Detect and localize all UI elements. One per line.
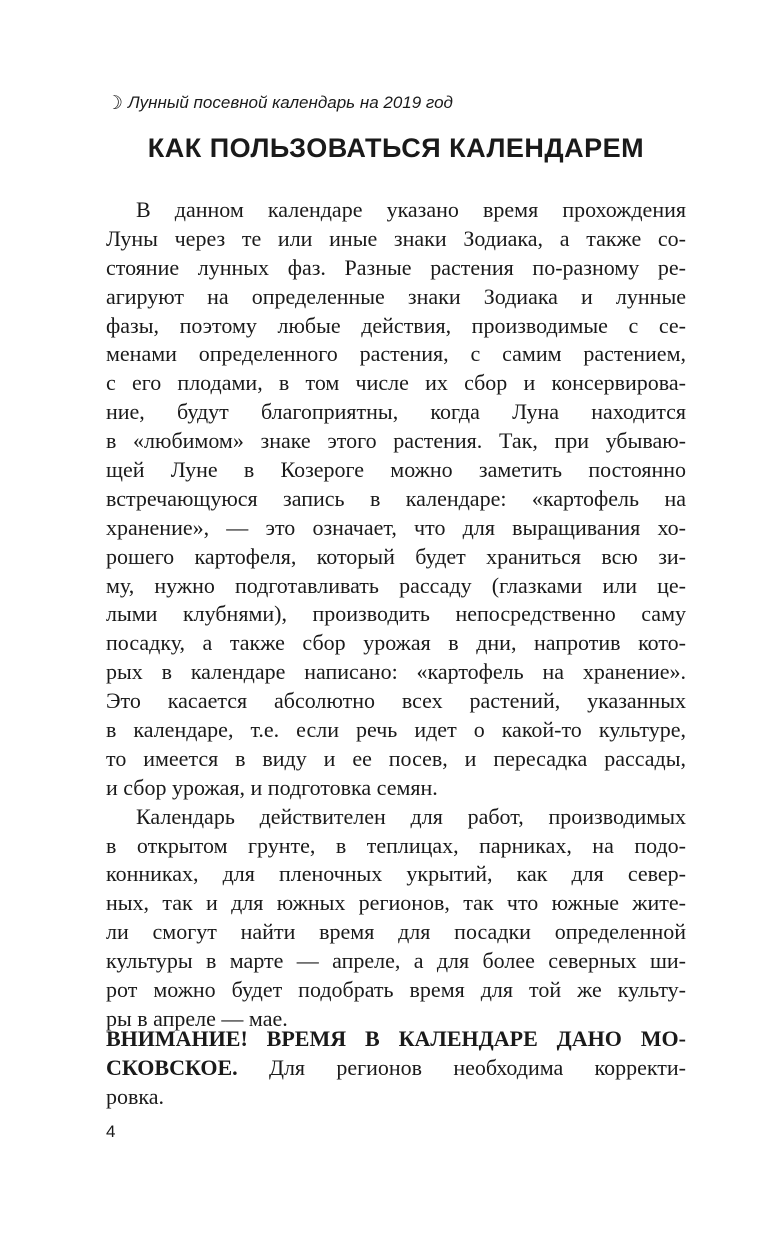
notice-line — [106, 1024, 686, 1053]
text-line: конниках, для пленочных укрытий, как для север- — [106, 861, 686, 887]
text-line: в открытом грунте, в теплицах, парниках, на подо- — [106, 832, 686, 858]
text-line: ли смогут найти время для посадки определенной — [106, 919, 686, 945]
text-line: в «любимом» знаке этого растения. Так, при убываю- — [106, 428, 686, 454]
text-line: фазы, поэтому любые действия, производимые с се- — [106, 312, 686, 338]
text-line: в календаре, т.е. если речь идет о какой-то культуре, — [106, 717, 686, 743]
notice-line: ровка. — [106, 1083, 165, 1109]
notice-text: Для регионов необходима корректи- — [237, 1054, 686, 1080]
text-line: культуры в марте — апреле, а для более северных ши- — [106, 948, 686, 974]
text-line: посадку, а также сбор урожая в дни, напротив кото- — [106, 630, 686, 656]
notice-bold-text: ВНИМАНИЕ! ВРЕМЯ В КАЛЕНДАРЕ ДАНО МО- — [106, 1026, 686, 1051]
time-notice — [106, 1024, 686, 1111]
page-title: КАК ПОЛЬЗОВАТЬСЯ КАЛЕНДАРЕМ — [147, 133, 645, 163]
text-line: Это касается абсолютно всех растений, указанных — [106, 688, 686, 714]
text-line: Календарь действителен для работ, производимых — [136, 803, 686, 829]
text-line: В данном календаре указано время прохождения — [136, 197, 686, 222]
text-line: рошего картофеля, который будет храниться всю зи- — [106, 543, 686, 569]
crescent-moon-icon: ☽ — [106, 93, 124, 114]
text-line: и сбор урожая, и подготовка семян. — [106, 774, 438, 800]
text-line: му, нужно подготавливать рассаду (глазками или це- — [106, 572, 686, 598]
text-line: ных, так и для южных регионов, так что южные жите- — [106, 890, 686, 916]
running-header — [106, 92, 706, 115]
paragraph-1 — [106, 196, 686, 803]
text-line: Луны через те или иные знаки Зодиака, а также со- — [106, 225, 686, 251]
text-line: то имеется в виду и ее посев, и пересадка рассады, — [106, 745, 686, 771]
text-line: менами определенного растения, с самим растением, — [106, 341, 686, 367]
text-line: агируют на определенные знаки Зодиака и лунные — [106, 283, 686, 309]
text-line: стояние лунных фаз. Разные растения по-разному ре- — [106, 254, 686, 280]
text-line: ры в апреле — мае. — [106, 1005, 288, 1031]
text-line: хранение», — это означает, что для выращивания хо- — [106, 514, 686, 540]
notice-bold-text: СКОВСКОЕ. — [106, 1054, 238, 1080]
running-header-title: Лунный посевной календарь на 2019 год — [128, 93, 453, 112]
text-line: ние, будут благоприятны, когда Луна находится — [106, 399, 686, 425]
page-number: 4 — [106, 1122, 116, 1141]
text-line: рот можно будет подобрать время для той же культу- — [106, 977, 686, 1003]
text-line: щей Луне в Козероге можно заметить постоянно — [106, 457, 686, 483]
body-text — [106, 196, 686, 1034]
text-line: рых в календаре написано: «картофель на хранение». — [106, 659, 686, 685]
text-line: с его плодами, в том числе их сбор и консервирова- — [106, 370, 686, 396]
text-line: лыми клубнями), производить непосредственно саму — [106, 601, 686, 627]
text-line: встречающуюся запись в календаре: «картофель на — [106, 485, 686, 511]
paragraph-2 — [106, 803, 686, 1034]
notice-line — [106, 1053, 686, 1082]
